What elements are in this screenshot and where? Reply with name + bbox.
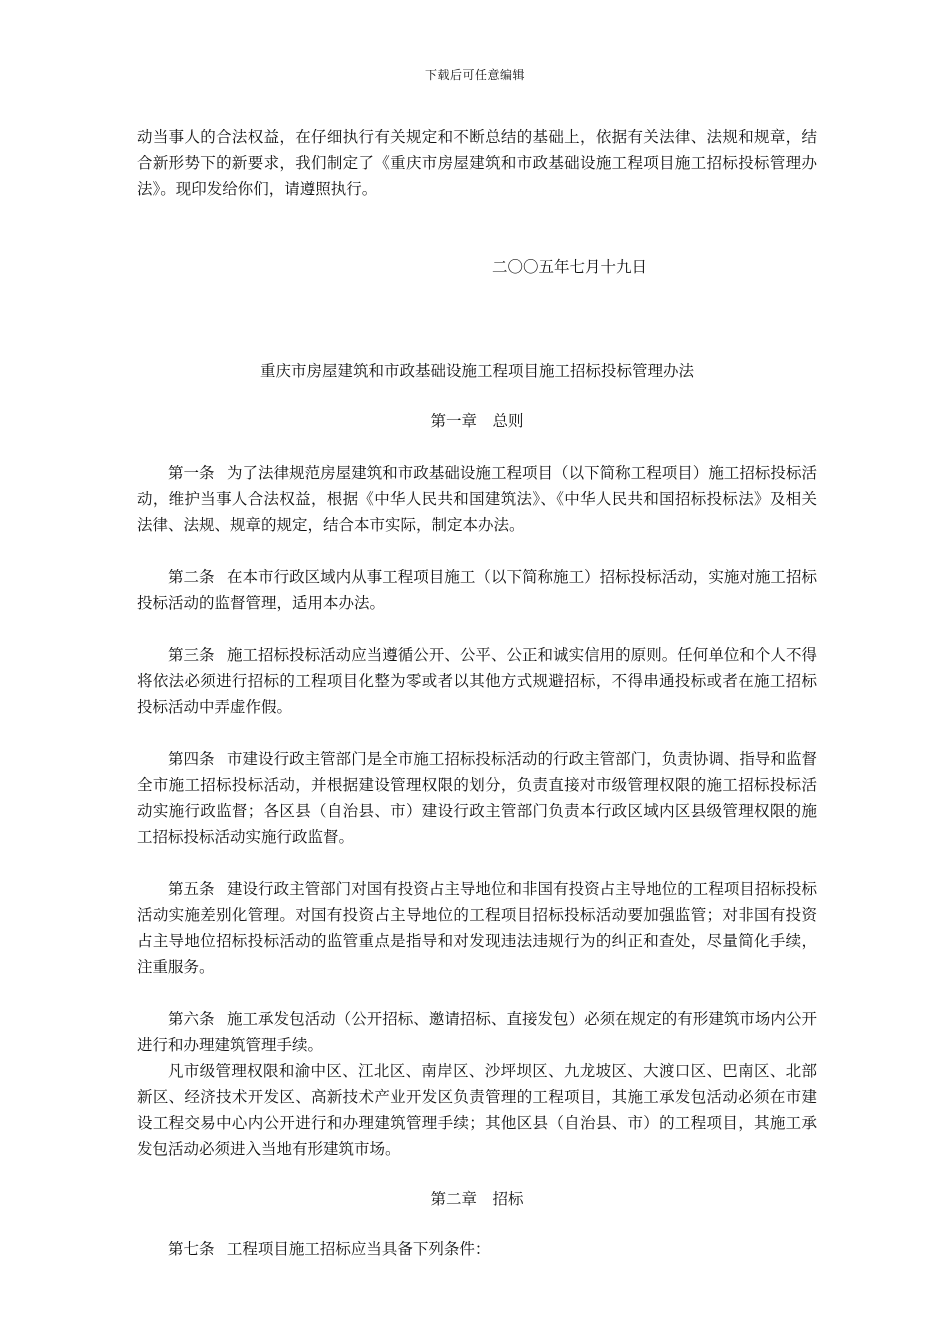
article-text: 市建设行政主管部门是全市施工招标投标活动的行政主管部门，负责协调、指导和监督全市施工招标投标活动，并根据建设管理权限的划分，负责直接对市级管理权限的施工招标投标活动实施行政监督；各区县（自治县、市）建设行政主管部门负责本行政区域内区县级管理权限的施工招标投标活动实施行政监督。 [137, 750, 817, 846]
article-1 [137, 460, 817, 538]
article-number: 第二条 [168, 568, 215, 586]
issue-date: 二〇〇五年七月十九日 [492, 258, 648, 276]
document-title: 重庆市房屋建筑和市政基础设施工程项目施工招标投标管理办法 [259, 362, 694, 380]
chapter-2-heading: 第二章 招标 [430, 1190, 524, 1208]
article-text: 建设行政主管部门对国有投资占主导地位和非国有投资占主导地位的工程项目招标投标活动实施差别化管理。对国有投资占主导地位的工程项目招标投标活动要加强监管；对非国有投资占主导地位招标投标活动的监管重点是指导和对发现违法违规行为的纠正和查处，尽量简化手续，注重服务。 [137, 880, 817, 976]
article-6-continuation: 凡市级管理权限和渝中区、江北区、南岸区、沙坪坝区、九龙坡区、大渡口区、巴南区、北部新区、经济技术开发区、高新技术产业开发区负责管理的工程项目，其施工承发包活动必须在市建设工程交易中心内公开进行和办理建筑管理手续；其他区县（自治县、市）的工程项目，其施工承发包活动必须进入当地有形建筑市场。 [137, 1062, 817, 1158]
page-header-note: 下载后可任意编辑 [424, 68, 525, 82]
article-text: 工程项目施工招标应当具备下列条件： [226, 1240, 491, 1258]
article-6 [137, 1006, 817, 1058]
article-number: 第四条 [168, 750, 215, 768]
article-number: 第六条 [168, 1010, 215, 1028]
article-number: 第一条 [168, 464, 215, 482]
article-text: 在本市行政区域内从事工程项目施工（以下简称施工）招标投标活动，实施对施工招标投标活动的监督管理，适用本办法。 [137, 568, 817, 612]
intro-paragraph: 动当事人的合法权益，在仔细执行有关规定和不断总结的基础上，依据有关法律、法规和规章，结合新形势下的新要求，我们制定了《重庆市房屋建筑和市政基础设施工程项目施工招标投标管理办法》。现印发给你们，请遵照执行。 [137, 128, 817, 198]
article-text: 施工承发包活动（公开招标、邀请招标、直接发包）必须在规定的有形建筑市场内公开进行和办理建筑管理手续。 [137, 1010, 817, 1054]
article-text: 施工招标投标活动应当遵循公开、公平、公正和诚实信用的原则。任何单位和个人不得将依法必须进行招标的工程项目化整为零或者以其他方式规避招标，不得串通投标或者在施工招标投标活动中弄虚作假。 [137, 646, 817, 716]
article-5 [137, 876, 817, 980]
article-4 [137, 746, 817, 850]
article-number: 第三条 [168, 646, 215, 664]
document-body [137, 124, 817, 1262]
article-2 [137, 564, 817, 616]
article-number: 第五条 [168, 880, 215, 898]
article-3 [137, 642, 817, 720]
article-7 [137, 1236, 817, 1262]
chapter-1-heading: 第一章 总则 [430, 412, 524, 430]
article-text: 为了法律规范房屋建筑和市政基础设施工程项目（以下简称工程项目）施工招标投标活动，维护当事人合法权益，根据《中华人民共和国建筑法》、《中华人民共和国招标投标法》及相关法律、法规、规章的规定，结合本市实际，制定本办法。 [137, 464, 817, 534]
article-number: 第七条 [168, 1240, 215, 1258]
